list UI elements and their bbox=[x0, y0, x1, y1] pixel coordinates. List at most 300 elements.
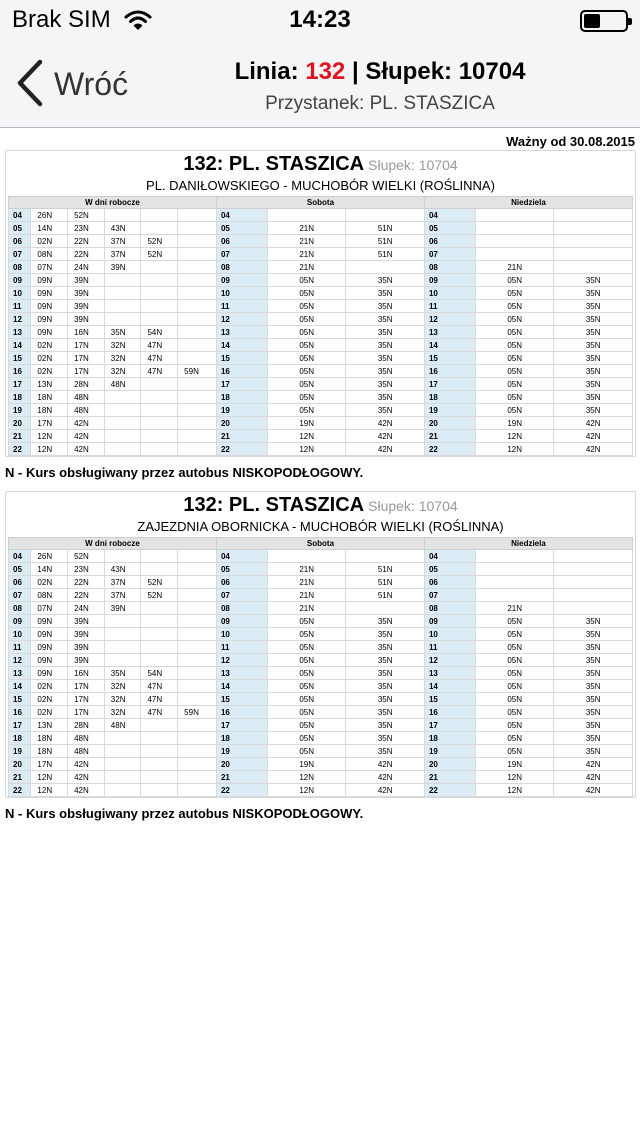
minute-cell: 05N bbox=[475, 745, 553, 758]
minute-cell: 17N bbox=[68, 706, 105, 719]
minute-cell: 21N bbox=[267, 602, 345, 615]
minute-cell: 35N bbox=[554, 365, 633, 378]
minute-cell: 18N bbox=[31, 732, 68, 745]
hour-cell: 16 bbox=[9, 365, 31, 378]
minute-cell: 35N bbox=[554, 274, 633, 287]
minute-cell: 09N bbox=[31, 326, 68, 339]
minute-cell: 05N bbox=[475, 365, 553, 378]
minute-cell: 35N bbox=[554, 680, 633, 693]
hour-cell: 12 bbox=[216, 313, 267, 326]
minute-cell: 17N bbox=[68, 693, 105, 706]
hour-cell: 07 bbox=[9, 589, 31, 602]
minute-cell bbox=[141, 550, 178, 563]
minute-cell: 32N bbox=[104, 352, 141, 365]
minute-cell bbox=[267, 209, 345, 222]
minute-cell: 18N bbox=[31, 745, 68, 758]
column-header-saturday: Sobota bbox=[216, 538, 424, 550]
minute-cell: 17N bbox=[31, 417, 68, 430]
minute-cell: 05N bbox=[475, 287, 553, 300]
minute-cell bbox=[141, 563, 178, 576]
minute-cell: 35N bbox=[346, 274, 425, 287]
column-header-weekdays: W dni robocze bbox=[9, 197, 217, 209]
table-row bbox=[9, 602, 633, 615]
hour-cell: 12 bbox=[9, 654, 31, 667]
minute-cell: 32N bbox=[104, 706, 141, 719]
minute-cell bbox=[178, 589, 217, 602]
status-bar bbox=[0, 0, 640, 40]
minute-cell bbox=[178, 339, 217, 352]
minute-cell: 35N bbox=[554, 615, 633, 628]
hour-cell: 14 bbox=[216, 680, 267, 693]
minute-cell bbox=[141, 417, 178, 430]
hour-cell: 12 bbox=[424, 313, 475, 326]
minute-cell bbox=[178, 745, 217, 758]
minute-cell: 35N bbox=[346, 680, 425, 693]
hour-cell: 07 bbox=[9, 248, 31, 261]
minute-cell: 42N bbox=[346, 430, 425, 443]
column-header-saturday: Sobota bbox=[216, 197, 424, 209]
minute-cell: 42N bbox=[68, 784, 105, 797]
minute-cell: 47N bbox=[141, 352, 178, 365]
minute-cell bbox=[178, 222, 217, 235]
minute-cell: 05N bbox=[475, 339, 553, 352]
table-row bbox=[9, 339, 633, 352]
minute-cell: 39N bbox=[68, 641, 105, 654]
minute-cell: 48N bbox=[68, 391, 105, 404]
hour-cell: 14 bbox=[216, 339, 267, 352]
hour-cell: 11 bbox=[9, 300, 31, 313]
minute-cell: 35N bbox=[554, 326, 633, 339]
minute-cell: 35N bbox=[104, 667, 141, 680]
hour-cell: 04 bbox=[424, 550, 475, 563]
minute-cell: 37N bbox=[104, 589, 141, 602]
hour-cell: 15 bbox=[424, 352, 475, 365]
hour-cell: 09 bbox=[424, 274, 475, 287]
minute-cell bbox=[141, 784, 178, 797]
minute-cell bbox=[554, 550, 633, 563]
hour-cell: 22 bbox=[216, 784, 267, 797]
minute-cell bbox=[178, 576, 217, 589]
minute-cell: 17N bbox=[68, 680, 105, 693]
minute-cell: 47N bbox=[141, 706, 178, 719]
minute-cell: 05N bbox=[267, 706, 345, 719]
valid-from-label: Ważny od 30.08.2015 bbox=[506, 134, 635, 149]
minute-cell: 39N bbox=[68, 615, 105, 628]
minute-cell: 52N bbox=[141, 576, 178, 589]
minute-cell bbox=[554, 576, 633, 589]
minute-cell: 09N bbox=[31, 641, 68, 654]
minute-cell: 13N bbox=[31, 378, 68, 391]
minute-cell: 05N bbox=[475, 378, 553, 391]
navigation-bar bbox=[0, 0, 640, 128]
minute-cell: 21N bbox=[267, 261, 345, 274]
hour-cell: 14 bbox=[9, 680, 31, 693]
hour-cell: 15 bbox=[9, 352, 31, 365]
table-row bbox=[9, 313, 633, 326]
hour-cell: 17 bbox=[424, 378, 475, 391]
table-row bbox=[9, 589, 633, 602]
minute-cell bbox=[475, 576, 553, 589]
minute-cell bbox=[475, 209, 553, 222]
hour-cell: 06 bbox=[216, 235, 267, 248]
minute-cell: 02N bbox=[31, 680, 68, 693]
minute-cell: 35N bbox=[554, 404, 633, 417]
minute-cell: 35N bbox=[346, 628, 425, 641]
minute-cell: 05N bbox=[475, 706, 553, 719]
minute-cell: 19N bbox=[267, 417, 345, 430]
table-row bbox=[9, 404, 633, 417]
minute-cell: 35N bbox=[554, 313, 633, 326]
minute-cell: 05N bbox=[267, 352, 345, 365]
minute-cell bbox=[104, 430, 141, 443]
minute-cell: 17N bbox=[68, 339, 105, 352]
minute-cell: 16N bbox=[68, 667, 105, 680]
minute-cell: 35N bbox=[554, 300, 633, 313]
hour-cell: 13 bbox=[216, 667, 267, 680]
hour-cell: 19 bbox=[424, 404, 475, 417]
table-row bbox=[9, 443, 633, 456]
minute-cell bbox=[104, 758, 141, 771]
minute-cell bbox=[141, 615, 178, 628]
table-row bbox=[9, 287, 633, 300]
minute-cell: 05N bbox=[475, 274, 553, 287]
minute-cell bbox=[178, 641, 217, 654]
minute-cell: 47N bbox=[141, 680, 178, 693]
page-title bbox=[140, 58, 620, 86]
minute-cell: 09N bbox=[31, 274, 68, 287]
minute-cell: 17N bbox=[68, 365, 105, 378]
timetable-route: ZAJEZDNIA OBORNICKA - MUCHOBÓR WIELKI (ROŚLINNA) bbox=[137, 519, 504, 534]
hour-cell: 18 bbox=[216, 732, 267, 745]
minute-cell: 35N bbox=[346, 404, 425, 417]
minute-cell: 32N bbox=[104, 339, 141, 352]
minute-cell: 48N bbox=[68, 732, 105, 745]
minute-cell bbox=[178, 602, 217, 615]
timetable-title bbox=[6, 492, 635, 518]
hour-cell: 10 bbox=[9, 287, 31, 300]
minute-cell bbox=[104, 615, 141, 628]
minute-cell bbox=[104, 771, 141, 784]
minute-cell: 05N bbox=[475, 615, 553, 628]
minute-cell: 42N bbox=[554, 417, 633, 430]
hour-cell: 21 bbox=[424, 430, 475, 443]
minute-cell: 35N bbox=[346, 615, 425, 628]
timetable-line-stop: 132: PL. STASZICA bbox=[183, 494, 365, 516]
minute-cell: 35N bbox=[346, 326, 425, 339]
minute-cell: 19N bbox=[475, 758, 553, 771]
minute-cell: 54N bbox=[141, 326, 178, 339]
hour-cell: 14 bbox=[424, 339, 475, 352]
minute-cell: 17N bbox=[31, 758, 68, 771]
hour-cell: 22 bbox=[9, 784, 31, 797]
minute-cell: 05N bbox=[267, 680, 345, 693]
minute-cell bbox=[104, 443, 141, 456]
minute-cell: 12N bbox=[31, 430, 68, 443]
minute-cell bbox=[178, 326, 217, 339]
hour-cell: 21 bbox=[424, 771, 475, 784]
timetable-route: PL. DANIŁOWSKIEGO - MUCHOBÓR WIELKI (ROŚLINNA) bbox=[146, 178, 495, 193]
timetable-card bbox=[5, 150, 636, 457]
minute-cell: 35N bbox=[346, 339, 425, 352]
minute-cell: 05N bbox=[267, 615, 345, 628]
hour-cell: 08 bbox=[216, 261, 267, 274]
minute-cell: 02N bbox=[31, 693, 68, 706]
minute-cell: 35N bbox=[346, 391, 425, 404]
minute-cell: 42N bbox=[554, 758, 633, 771]
minute-cell: 18N bbox=[31, 391, 68, 404]
hour-cell: 16 bbox=[424, 706, 475, 719]
minute-cell: 05N bbox=[267, 391, 345, 404]
minute-cell: 35N bbox=[554, 352, 633, 365]
hour-cell: 17 bbox=[424, 719, 475, 732]
minute-cell bbox=[141, 261, 178, 274]
minute-cell bbox=[178, 378, 217, 391]
table-row bbox=[9, 758, 633, 771]
minute-cell bbox=[104, 732, 141, 745]
page-subtitle: Przystanek: PL. STASZICA bbox=[265, 93, 495, 114]
minute-cell: 16N bbox=[68, 326, 105, 339]
minute-cell bbox=[104, 391, 141, 404]
minute-cell: 05N bbox=[475, 326, 553, 339]
hour-cell: 12 bbox=[9, 313, 31, 326]
minute-cell: 52N bbox=[141, 248, 178, 261]
minute-cell bbox=[178, 235, 217, 248]
minute-cell: 37N bbox=[104, 248, 141, 261]
hour-cell: 19 bbox=[9, 745, 31, 758]
minute-cell: 12N bbox=[475, 784, 553, 797]
hour-cell: 19 bbox=[9, 404, 31, 417]
minute-cell bbox=[475, 248, 553, 261]
minute-cell: 02N bbox=[31, 235, 68, 248]
minute-cell: 37N bbox=[104, 235, 141, 248]
minute-cell bbox=[178, 550, 217, 563]
hour-cell: 19 bbox=[216, 404, 267, 417]
minute-cell: 35N bbox=[346, 654, 425, 667]
minute-cell: 05N bbox=[267, 732, 345, 745]
minute-cell: 42N bbox=[554, 771, 633, 784]
minute-cell: 09N bbox=[31, 313, 68, 326]
hour-cell: 15 bbox=[216, 693, 267, 706]
minute-cell bbox=[104, 274, 141, 287]
hour-cell: 20 bbox=[9, 758, 31, 771]
table-row bbox=[9, 550, 633, 563]
minute-cell bbox=[104, 641, 141, 654]
minute-cell: 05N bbox=[267, 365, 345, 378]
hour-cell: 09 bbox=[424, 615, 475, 628]
minute-cell: 21N bbox=[475, 602, 553, 615]
minute-cell bbox=[554, 563, 633, 576]
minute-cell: 35N bbox=[554, 378, 633, 391]
minute-cell: 32N bbox=[104, 693, 141, 706]
minute-cell: 05N bbox=[267, 404, 345, 417]
minute-cell: 28N bbox=[68, 719, 105, 732]
minute-cell bbox=[178, 732, 217, 745]
minute-cell bbox=[178, 209, 217, 222]
minute-cell: 09N bbox=[31, 628, 68, 641]
minute-cell bbox=[346, 602, 425, 615]
minute-cell bbox=[554, 248, 633, 261]
hour-cell: 09 bbox=[216, 274, 267, 287]
minute-cell bbox=[178, 771, 217, 784]
minute-cell: 05N bbox=[475, 667, 553, 680]
back-button[interactable] bbox=[14, 58, 139, 108]
low-floor-note: N - Kurs obsługiwany przez autobus NISKOPODŁOGOWY. bbox=[5, 806, 364, 821]
minute-cell bbox=[104, 550, 141, 563]
minute-cell: 05N bbox=[267, 719, 345, 732]
minute-cell: 35N bbox=[104, 326, 141, 339]
minute-cell: 43N bbox=[104, 222, 141, 235]
minute-cell: 21N bbox=[267, 563, 345, 576]
minute-cell: 14N bbox=[31, 563, 68, 576]
minute-cell: 59N bbox=[178, 365, 217, 378]
minute-cell: 12N bbox=[267, 430, 345, 443]
hour-cell: 21 bbox=[9, 771, 31, 784]
minute-cell: 23N bbox=[68, 563, 105, 576]
minute-cell: 02N bbox=[31, 365, 68, 378]
hour-cell: 11 bbox=[424, 641, 475, 654]
minute-cell: 39N bbox=[104, 261, 141, 274]
hour-cell: 14 bbox=[9, 339, 31, 352]
hour-cell: 07 bbox=[216, 589, 267, 602]
timetable-line-stop: 132: PL. STASZICA bbox=[183, 153, 365, 175]
minute-cell: 52N bbox=[68, 209, 105, 222]
hour-cell: 19 bbox=[424, 745, 475, 758]
minute-cell: 23N bbox=[68, 222, 105, 235]
minute-cell bbox=[178, 680, 217, 693]
minute-cell: 43N bbox=[104, 563, 141, 576]
minute-cell bbox=[141, 628, 178, 641]
minute-cell bbox=[141, 300, 178, 313]
hour-cell: 09 bbox=[216, 615, 267, 628]
table-row bbox=[9, 248, 633, 261]
minute-cell bbox=[104, 300, 141, 313]
stop-label: Słupek: 10704 bbox=[365, 58, 526, 85]
line-number: 132 bbox=[305, 58, 346, 85]
minute-cell: 35N bbox=[554, 667, 633, 680]
hour-cell: 15 bbox=[9, 693, 31, 706]
timetable-grid bbox=[8, 537, 633, 797]
hour-cell: 04 bbox=[216, 550, 267, 563]
hour-cell: 11 bbox=[216, 300, 267, 313]
hour-cell: 07 bbox=[424, 248, 475, 261]
minute-cell: 35N bbox=[346, 365, 425, 378]
minute-cell: 21N bbox=[267, 222, 345, 235]
minute-cell: 35N bbox=[554, 391, 633, 404]
minute-cell bbox=[475, 222, 553, 235]
hour-cell: 08 bbox=[424, 261, 475, 274]
hour-cell: 22 bbox=[216, 443, 267, 456]
minute-cell: 48N bbox=[104, 378, 141, 391]
minute-cell: 05N bbox=[475, 391, 553, 404]
minute-cell: 12N bbox=[267, 771, 345, 784]
minute-cell bbox=[178, 758, 217, 771]
minute-cell: 05N bbox=[475, 313, 553, 326]
table-row bbox=[9, 222, 633, 235]
minute-cell: 42N bbox=[68, 771, 105, 784]
minute-cell: 35N bbox=[346, 667, 425, 680]
table-row bbox=[9, 680, 633, 693]
table-row bbox=[9, 274, 633, 287]
minute-cell: 05N bbox=[267, 339, 345, 352]
hour-cell: 18 bbox=[424, 391, 475, 404]
minute-cell: 35N bbox=[554, 287, 633, 300]
minute-cell: 42N bbox=[68, 443, 105, 456]
hour-cell: 05 bbox=[216, 222, 267, 235]
minute-cell: 35N bbox=[554, 641, 633, 654]
minute-cell: 22N bbox=[68, 576, 105, 589]
minute-cell: 05N bbox=[475, 654, 553, 667]
minute-cell bbox=[141, 313, 178, 326]
hour-cell: 07 bbox=[424, 589, 475, 602]
minute-cell: 13N bbox=[31, 719, 68, 732]
hour-cell: 18 bbox=[9, 732, 31, 745]
minute-cell: 51N bbox=[346, 235, 425, 248]
back-label: Wróć bbox=[54, 66, 129, 102]
hour-cell: 11 bbox=[216, 641, 267, 654]
minute-cell: 35N bbox=[346, 693, 425, 706]
minute-cell bbox=[104, 784, 141, 797]
minute-cell bbox=[178, 417, 217, 430]
minute-cell bbox=[141, 209, 178, 222]
minute-cell bbox=[141, 641, 178, 654]
minute-cell: 05N bbox=[475, 300, 553, 313]
minute-cell: 12N bbox=[475, 771, 553, 784]
hour-cell: 06 bbox=[9, 235, 31, 248]
hour-cell: 16 bbox=[216, 365, 267, 378]
minute-cell: 05N bbox=[267, 378, 345, 391]
table-row bbox=[9, 771, 633, 784]
minute-cell: 47N bbox=[141, 365, 178, 378]
minute-cell bbox=[141, 404, 178, 417]
minute-cell bbox=[141, 719, 178, 732]
minute-cell: 47N bbox=[141, 693, 178, 706]
minute-cell: 02N bbox=[31, 352, 68, 365]
minute-cell: 39N bbox=[68, 628, 105, 641]
hour-cell: 06 bbox=[9, 576, 31, 589]
minute-cell: 21N bbox=[267, 235, 345, 248]
minute-cell bbox=[346, 261, 425, 274]
minute-cell: 18N bbox=[31, 404, 68, 417]
minute-cell: 35N bbox=[554, 706, 633, 719]
minute-cell: 14N bbox=[31, 222, 68, 235]
minute-cell bbox=[104, 404, 141, 417]
hour-cell: 10 bbox=[9, 628, 31, 641]
minute-cell bbox=[178, 404, 217, 417]
minute-cell bbox=[104, 313, 141, 326]
table-row bbox=[9, 784, 633, 797]
hour-cell: 08 bbox=[424, 602, 475, 615]
minute-cell: 48N bbox=[68, 404, 105, 417]
hour-cell: 04 bbox=[216, 209, 267, 222]
minute-cell: 42N bbox=[554, 784, 633, 797]
minute-cell bbox=[104, 417, 141, 430]
minute-cell: 05N bbox=[267, 274, 345, 287]
hour-cell: 07 bbox=[216, 248, 267, 261]
table-row bbox=[9, 576, 633, 589]
minute-cell bbox=[554, 222, 633, 235]
table-row bbox=[9, 641, 633, 654]
minute-cell bbox=[104, 628, 141, 641]
minute-cell: 09N bbox=[31, 667, 68, 680]
minute-cell bbox=[554, 235, 633, 248]
minute-cell: 32N bbox=[104, 680, 141, 693]
minute-cell: 52N bbox=[141, 235, 178, 248]
hour-cell: 13 bbox=[216, 326, 267, 339]
minute-cell bbox=[475, 589, 553, 602]
minute-cell bbox=[178, 300, 217, 313]
hour-cell: 19 bbox=[216, 745, 267, 758]
hour-cell: 18 bbox=[216, 391, 267, 404]
